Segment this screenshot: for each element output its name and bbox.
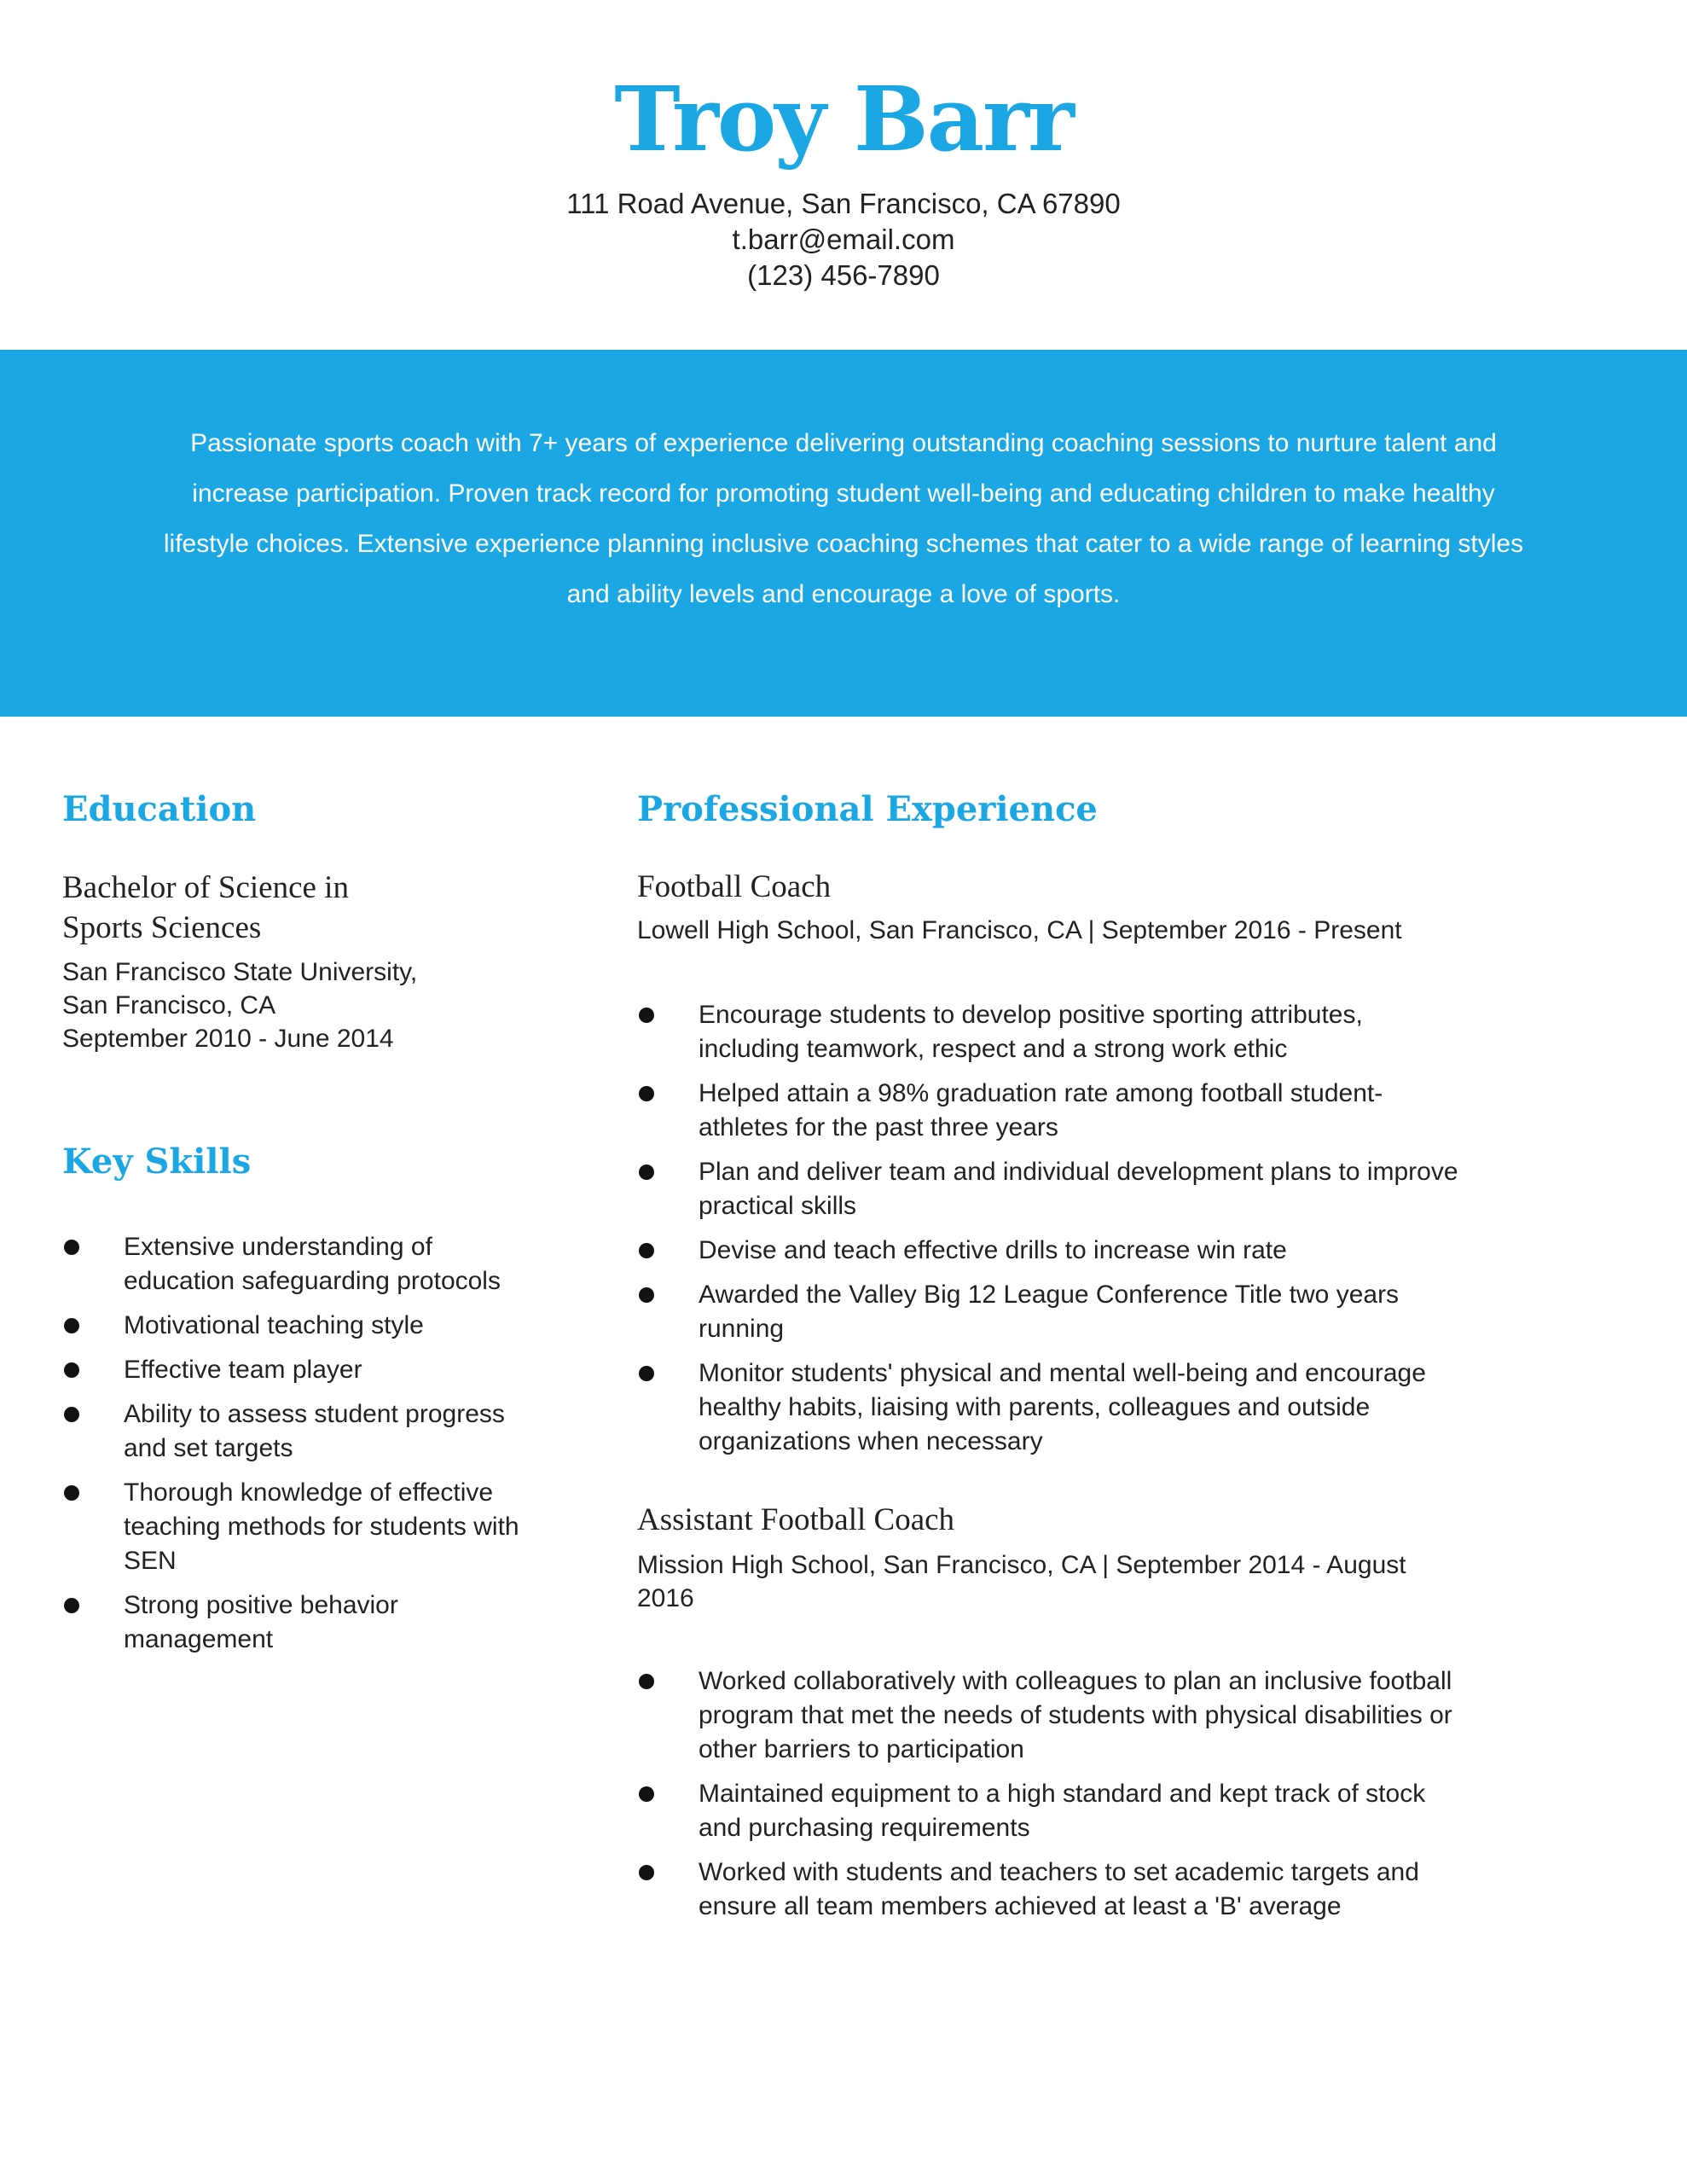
bullet-text: Helped attain a 98% graduation rate among football student-athletes for the past three years bbox=[699, 1079, 1383, 1141]
contact-info bbox=[0, 186, 1687, 293]
skills-heading: Key Skills bbox=[62, 1141, 252, 1182]
bullet-icon bbox=[639, 1008, 654, 1023]
job-subtitle: Lowell High School, San Francisco, CA | September 2016 - Present bbox=[637, 916, 1402, 944]
skill-text: Extensive understanding of education safeguarding protocols bbox=[124, 1233, 501, 1295]
job-bullet bbox=[699, 998, 1466, 1066]
bullet-icon bbox=[64, 1598, 79, 1613]
bullet-icon bbox=[639, 1674, 654, 1689]
job-bullet bbox=[699, 1234, 1466, 1268]
bullet-icon bbox=[64, 1407, 79, 1422]
bullet-icon bbox=[639, 1243, 654, 1258]
bullet-icon bbox=[639, 1165, 654, 1180]
skill-item bbox=[124, 1230, 525, 1298]
job-bullets bbox=[699, 998, 1466, 1469]
bullet-text: Encourage students to develop positive sporting attributes, including teamwork, respect and a strong work ethic bbox=[699, 1001, 1363, 1063]
bullet-icon bbox=[64, 1318, 79, 1333]
job-bullet bbox=[699, 1664, 1466, 1767]
bullet-text: Awarded the Valley Big 12 League Conference Title two years running bbox=[699, 1281, 1400, 1343]
job-bullet bbox=[699, 1856, 1466, 1924]
skills-list bbox=[124, 1230, 525, 1667]
degree-line: Bachelor of Science in bbox=[62, 870, 349, 905]
bullet-icon bbox=[64, 1485, 79, 1501]
degree-line: Sports Sciences bbox=[62, 910, 262, 945]
phone: (123) 456-7890 bbox=[747, 259, 940, 291]
bullet-text: Devise and teach effective drills to increase win rate bbox=[699, 1236, 1287, 1264]
skill-text: Motivational teaching style bbox=[124, 1311, 424, 1339]
skill-item bbox=[124, 1589, 525, 1657]
skill-item bbox=[124, 1309, 525, 1343]
job-bullet bbox=[699, 1777, 1466, 1845]
education-dates: September 2010 - June 2014 bbox=[62, 1025, 394, 1053]
bullet-icon bbox=[639, 1865, 654, 1880]
job-subtitle: Mission High School, San Francisco, CA | September 2014 - August 2016 bbox=[637, 1551, 1406, 1612]
skill-text: Thorough knowledge of effective teaching methods for students with SEN bbox=[124, 1478, 519, 1575]
address: 111 Road Avenue, San Francisco, CA 67890 bbox=[566, 188, 1121, 219]
bullet-icon bbox=[639, 1366, 654, 1381]
job-bullet bbox=[699, 1356, 1466, 1459]
job-bullets bbox=[699, 1664, 1466, 1934]
bullet-text: Plan and deliver team and individual development plans to improve practical skills bbox=[699, 1158, 1458, 1220]
school-name: San Francisco State University, bbox=[62, 958, 418, 986]
bullet-icon bbox=[639, 1786, 654, 1802]
school-info bbox=[62, 956, 417, 1055]
bullet-text: Maintained equipment to a high standard and kept track of stock and purchasing requirements bbox=[699, 1780, 1426, 1842]
bullet-text: Worked collaboratively with colleagues to plan an inclusive football program that met the needs of students with physical disabilities or other barriers to participation bbox=[699, 1667, 1452, 1763]
job-bullet bbox=[699, 1278, 1466, 1346]
bullet-icon bbox=[64, 1240, 79, 1255]
bullet-text: Monitor students' physical and mental well-being and encourage healthy habits, liaising with parents, colleagues and outside organizations when necessary bbox=[699, 1359, 1426, 1455]
bullet-icon bbox=[639, 1287, 654, 1303]
job-title: Football Coach bbox=[637, 869, 832, 904]
skill-text: Effective team player bbox=[124, 1356, 362, 1384]
skill-text: Ability to assess student progress and set targets bbox=[124, 1400, 505, 1462]
candidate-name: Troy Barr bbox=[614, 67, 1073, 171]
email: t.barr@email.com bbox=[732, 224, 955, 255]
degree bbox=[62, 868, 349, 948]
bullet-icon bbox=[639, 1086, 654, 1101]
bullet-text: Worked with students and teachers to set academic targets and ensure all team members achieved at least a 'B' average bbox=[699, 1858, 1419, 1920]
education-heading: Education bbox=[62, 789, 257, 829]
school-location: San Francisco, CA bbox=[62, 991, 276, 1019]
experience-heading: Professional Experience bbox=[637, 789, 1098, 829]
skill-item bbox=[124, 1353, 525, 1387]
job-title: Assistant Football Coach bbox=[637, 1502, 955, 1537]
skill-text: Strong positive behavior management bbox=[124, 1591, 398, 1653]
skill-item bbox=[124, 1476, 525, 1578]
summary-text: Passionate sports coach with 7+ years of experience delivering outstanding coaching sessions to nurture talent and increase participation. Proven track record for promoting student well-being and educating children to make healthy lifestyle choices. Extensive experience planning inclusive coaching schemes that cater to a wide range of learning styles and ability levels and encourage a love of sports. bbox=[163, 429, 1524, 608]
bullet-icon bbox=[64, 1362, 79, 1378]
job-bullet bbox=[699, 1155, 1466, 1223]
skill-item bbox=[124, 1397, 525, 1466]
job-bullet bbox=[699, 1077, 1466, 1145]
